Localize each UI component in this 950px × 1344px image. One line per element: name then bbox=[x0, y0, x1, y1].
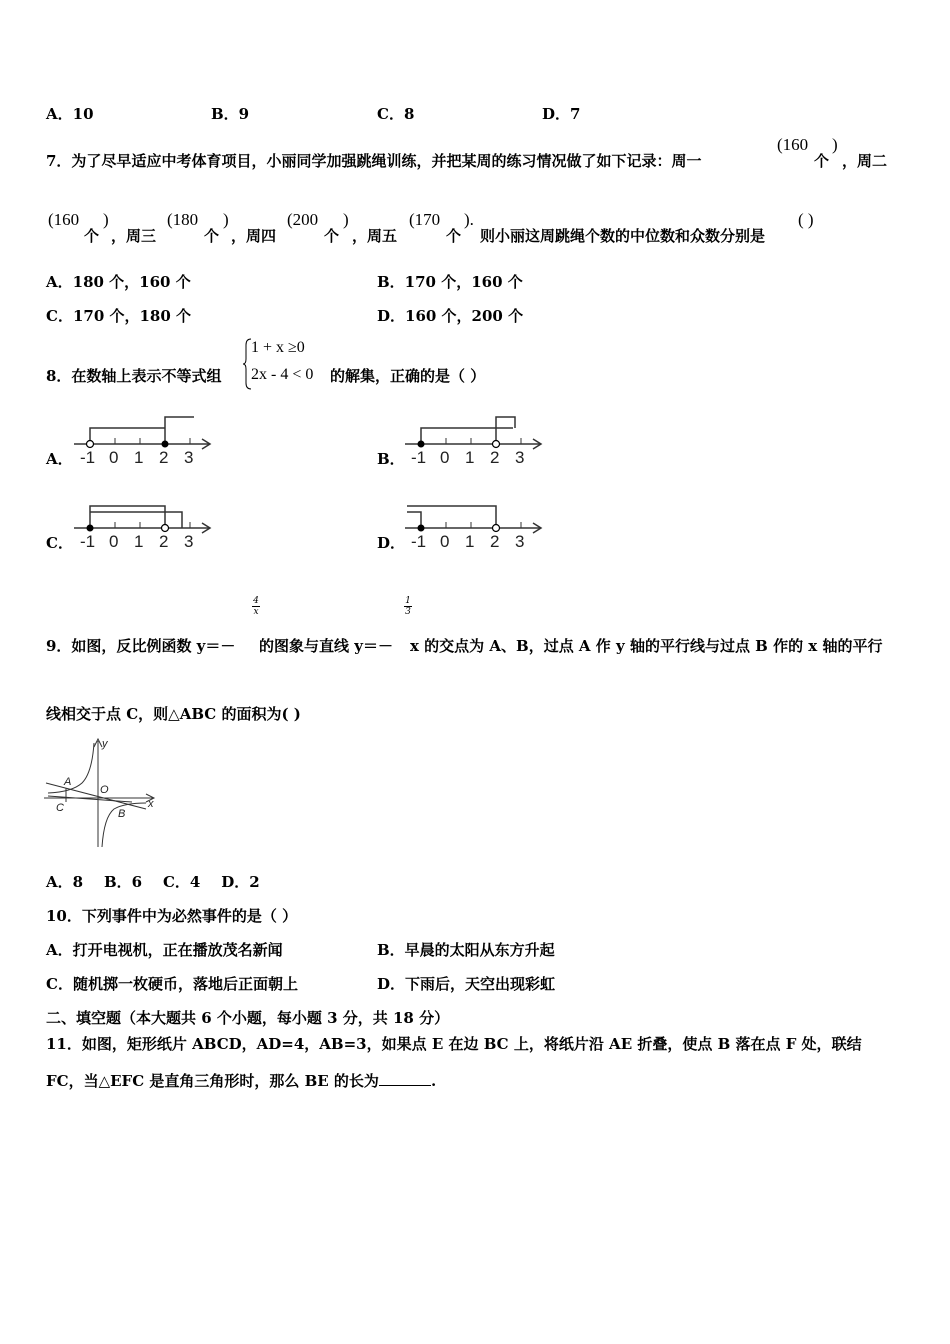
closed-dot bbox=[87, 525, 94, 532]
q7-paren-close: ) bbox=[832, 135, 838, 154]
tick-label: 0 bbox=[109, 448, 119, 467]
q9-stem-b: 的图象与直线 y＝－ bbox=[259, 637, 393, 655]
q7-option-b: B．170 个，160 个 bbox=[377, 273, 523, 291]
number-line-d bbox=[403, 498, 548, 550]
tick-label: 2 bbox=[159, 532, 169, 551]
axis-label-x: x bbox=[148, 798, 154, 810]
q7-answer-paren: ( ) bbox=[798, 210, 814, 229]
open-dot bbox=[162, 525, 169, 532]
q7-day3: ，周三 bbox=[111, 227, 157, 245]
q7-count-fri: (170 bbox=[409, 210, 441, 229]
section-title: 二、填空题（本大题共 6 个小题，每小题 3 分，共 18 分） bbox=[46, 1009, 450, 1027]
q10-option-a: A．打开电视机，正在播放茂名新闻 bbox=[46, 941, 283, 959]
inequality-1: 1 + x ≥0 bbox=[251, 339, 305, 356]
q7-unit: 个 bbox=[84, 227, 100, 245]
q7-option-a: A．180 个，160 个 bbox=[46, 273, 191, 291]
tick-label: 3 bbox=[515, 532, 525, 551]
point-label-a: A bbox=[64, 776, 72, 788]
q7-day5: ，周五 bbox=[352, 227, 398, 245]
open-dot bbox=[493, 441, 500, 448]
number-line-b bbox=[403, 414, 548, 466]
q9-graph bbox=[42, 735, 162, 850]
q7-count-tue: (160 bbox=[48, 210, 80, 229]
q7-paren-close: ). bbox=[464, 210, 474, 229]
q7-paren-close: ) bbox=[103, 210, 109, 229]
point-label-c: C bbox=[56, 802, 64, 814]
tick-label: 3 bbox=[515, 448, 525, 467]
q7-option-c: C．170 个，180 个 bbox=[46, 307, 192, 325]
q10-stem: 10．下列事件中为必然事件的是（ ） bbox=[46, 907, 298, 925]
closed-dot bbox=[418, 441, 425, 448]
tick-label: -1 bbox=[411, 532, 427, 551]
tick-label: 2 bbox=[490, 532, 500, 551]
q7-count-wed: (180 bbox=[167, 210, 199, 229]
tick-label: 1 bbox=[465, 532, 475, 551]
q7-count-thu: (200 bbox=[287, 210, 319, 229]
q7-count-mon: (160 bbox=[777, 135, 809, 154]
q8-option-b-label: B． bbox=[377, 450, 405, 468]
tick-label: 3 bbox=[184, 448, 194, 467]
axis-label-y: y bbox=[102, 738, 108, 750]
closed-dot bbox=[162, 441, 169, 448]
origin-label: O bbox=[100, 784, 109, 796]
q8-option-c-label: C． bbox=[46, 534, 73, 552]
closed-dot bbox=[418, 525, 425, 532]
tick-label: 1 bbox=[465, 448, 475, 467]
q10-option-d: D．下雨后，天空出现彩虹 bbox=[377, 975, 556, 993]
q6-option-a: A．10 bbox=[46, 105, 94, 123]
q7-unit: 个 bbox=[446, 227, 462, 245]
q7-unit: 个 bbox=[814, 152, 830, 170]
tick-label: 3 bbox=[184, 532, 194, 551]
q11-stem-a: 11．如图，矩形纸片 ABCD，AD=4，AB=3，如果点 E 在边 BC 上，将纸片沿 AE 折叠，使点 B 落在点 F 处，联结 bbox=[46, 1035, 862, 1053]
q9-options: A．8 B．6 C．4 D．2 bbox=[46, 873, 260, 891]
open-dot bbox=[87, 441, 94, 448]
q6-option-d: D．7 bbox=[542, 105, 581, 123]
tick-label: 0 bbox=[109, 532, 119, 551]
q9-stem-a: 9．如图，反比例函数 y＝－ bbox=[46, 637, 236, 655]
q6-option-b: B．9 bbox=[211, 105, 250, 123]
tick-label: 1 bbox=[134, 532, 144, 551]
tick-label: 0 bbox=[440, 532, 450, 551]
q11-stem-b-text: FC，当△EFC 是直角三角形时，那么 BE 的长为 bbox=[46, 1072, 379, 1090]
number-line-a bbox=[72, 414, 217, 466]
q8-option-a-label: A． bbox=[46, 450, 73, 468]
inequality-2: 2x - 4 < 0 bbox=[251, 366, 314, 383]
tick-label: 1 bbox=[134, 448, 144, 467]
q9-fraction-1: 4 x bbox=[253, 596, 259, 617]
tick-label: -1 bbox=[411, 448, 427, 467]
q7-option-d: D．160 个，200 个 bbox=[377, 307, 524, 325]
q7-paren-close: ) bbox=[223, 210, 229, 229]
number-line-c bbox=[72, 498, 217, 550]
q7-unit: 个 bbox=[324, 227, 340, 245]
q10-option-c: C．随机掷一枚硬币，落地后正面朝上 bbox=[46, 975, 298, 993]
tick-label: 2 bbox=[490, 448, 500, 467]
open-dot bbox=[493, 525, 500, 532]
q11-stem-b bbox=[46, 1070, 436, 1091]
q8-option-d-label: D． bbox=[377, 534, 406, 552]
q8-stem-tail: 的解集，正确的是（ ） bbox=[330, 367, 486, 385]
q6-option-c: C．8 bbox=[377, 105, 415, 123]
q7-day4: ，周四 bbox=[231, 227, 277, 245]
q8-stem: 8．在数轴上表示不等式组 bbox=[46, 367, 222, 385]
q7-unit: 个 bbox=[204, 227, 220, 245]
q9-stem-d: 线相交于点 C，则△ABC 的面积为( ) bbox=[46, 705, 301, 723]
q7-stem-tail: 则小丽这周跳绳个数的中位数和众数分别是 bbox=[480, 227, 766, 245]
q7-paren-close: ) bbox=[343, 210, 349, 229]
q7-day2: ，周二 bbox=[842, 152, 888, 170]
inequality-system bbox=[243, 337, 329, 391]
tick-label: -1 bbox=[80, 532, 96, 551]
q7-stem-line1: 7．为了尽早适应中考体育项目，小丽同学加强跳绳训练，并把某周的练习情况做了如下记录：周一 bbox=[46, 152, 702, 170]
tick-label: 0 bbox=[440, 448, 450, 467]
q10-option-b: B．早晨的太阳从东方升起 bbox=[377, 941, 555, 959]
q9-stem-c: x 的交点为 A、B，过点 A 作 y 轴的平行线与过点 B 作的 x 轴的平行 bbox=[410, 637, 883, 655]
q9-fraction-2: 1 3 bbox=[405, 596, 411, 617]
tick-label: 2 bbox=[159, 448, 169, 467]
answer-blank[interactable] bbox=[379, 1073, 431, 1086]
tick-label: -1 bbox=[80, 448, 96, 467]
q11-end: . bbox=[430, 1072, 437, 1090]
point-label-b: B bbox=[118, 808, 126, 820]
